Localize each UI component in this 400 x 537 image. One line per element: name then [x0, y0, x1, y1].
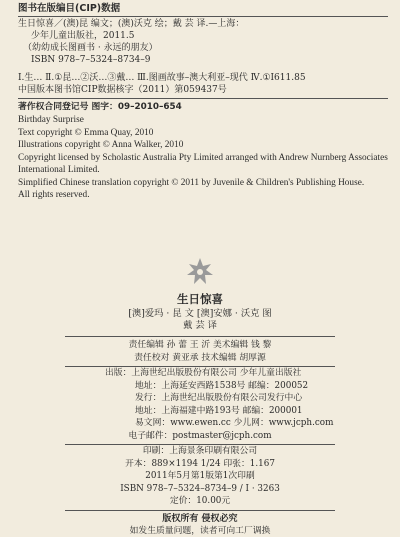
- english-title: Birthday Surprise: [18, 115, 84, 125]
- rights-notice: 版权所有 侵权必究: [162, 513, 238, 524]
- cip-line-series: （幼幼成长图画书 · 永远的朋友）: [23, 43, 158, 53]
- publisher-logo-icon: [186, 257, 214, 285]
- proofreader-credits: 责任校对 黄亚承 技术编辑 胡厚源: [134, 352, 266, 363]
- quality-notice: 如发生质量问题，读者可向工厂调换: [129, 525, 271, 536]
- cip-line-record-number: 中国版本图书馆CIP数据核字（2011）第059437号: [18, 85, 227, 95]
- book-translator: 戴 芸 译: [183, 320, 217, 331]
- text-copyright: Text copyright © Emma Quay, 2010: [18, 127, 154, 138]
- book-title: 生日惊喜: [177, 292, 223, 306]
- info-top-rule: [65, 336, 335, 337]
- all-rights-reserved: All rights reserved.: [18, 190, 90, 200]
- book-info-block: [0, 292, 400, 537]
- distributor-name: 发行：上海世纪出版股份有限公司发行中心: [135, 393, 303, 403]
- license-notice: Copyright licensed by Scholastic Australia Pty Limited arranged with Andrew Nurnberg Associates International Limited.: [18, 152, 388, 175]
- cip-bottom-rule: [18, 98, 388, 99]
- cip-line-title: 生日惊喜／(澳)昆 编文；(澳)沃克 绘；戴 芸 译.—上海：: [18, 19, 245, 29]
- editor-credits: 责任编辑 孙 蕾 王 沂 美术编辑 钱 黎: [128, 340, 272, 350]
- cip-record: [18, 17, 388, 96]
- cip-heading: 图书在版编目(CIP)数据: [18, 3, 121, 14]
- publisher-email: 电子邮件：postmaster@jcph.com: [128, 430, 272, 441]
- book-price: 定价：10.00元: [169, 496, 231, 506]
- contract-registration: 著作权合同登记号 图字：09–2010–654: [18, 102, 182, 112]
- publisher-address: 地址：上海延安西路1538号 邮编：200052: [135, 380, 309, 391]
- book-authors: [澳]爱玛 · 昆 文 [澳]安娜 · 沃克 图: [128, 308, 272, 319]
- illustrations-copyright: Illustrations copyright © Anna Walker, 2010: [18, 140, 184, 150]
- distributor-address: 地址：上海福建中路193号 邮编：200001: [135, 405, 303, 416]
- publisher-name: 出版：上海世纪出版股份有限公司 少年儿童出版社: [105, 368, 302, 378]
- cip-line-classification: Ⅰ.生… Ⅱ.①昆…②沃…③戴… Ⅲ.图画故事–澳大利亚–现代 Ⅳ.①I611.85: [18, 73, 306, 83]
- isbn-number: ISBN 978–7–5324–8734–9 / I · 3263: [120, 483, 280, 494]
- cip-line-publisher: 少年儿童出版社，2011.5: [31, 31, 135, 41]
- cip-line-isbn: ISBN 978–7–5324–8734–9: [31, 55, 151, 65]
- edition-info: 2011年5月第1版第1次印刷: [145, 471, 255, 481]
- translation-copyright: Simplified Chinese translation copyright © 2011 by Juvenile & Children's Publishing House.: [18, 177, 365, 188]
- book-format: 开本：889×1194 1/24 印张：1.167: [125, 458, 275, 469]
- publisher-websites: 易文网：www.ewen.cc 少儿网：www.jcph.com: [135, 418, 334, 428]
- printer: 印刷：上海景条印刷有限公司: [142, 446, 258, 456]
- publisher-details: [65, 367, 335, 430]
- printing-rule: [65, 510, 335, 511]
- english-copyright-block: [18, 114, 388, 202]
- cip-block: [18, 2, 388, 202]
